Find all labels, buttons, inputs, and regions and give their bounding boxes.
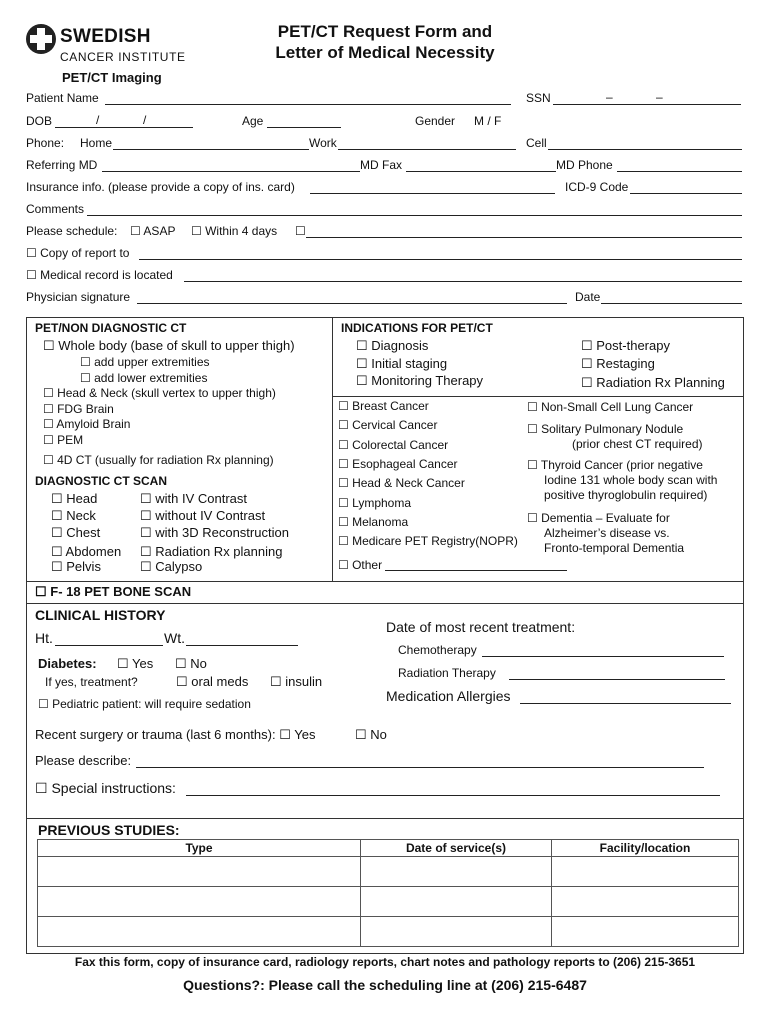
no-iv-contrast-checkbox[interactable]: ☐ without IV Contrast: [140, 508, 266, 523]
column-type: Type: [38, 840, 361, 857]
solitary-nodule-note: (prior chest CT required): [572, 437, 703, 451]
type-cell[interactable]: [38, 887, 361, 917]
pediatric-checkbox[interactable]: ☐ Pediatric patient: will require sedation: [38, 697, 251, 711]
asap-checkbox[interactable]: ☐ ASAP: [130, 224, 176, 238]
icd9-label: ICD-9 Code: [565, 180, 629, 194]
medical-record-field[interactable]: [184, 281, 742, 282]
date-label: Date: [575, 290, 601, 304]
cervical-cancer-checkbox[interactable]: ☐ Cervical Cancer: [338, 418, 438, 432]
describe-field[interactable]: [136, 767, 704, 768]
medical-record-checkbox[interactable]: ☐ Medical record is located: [26, 268, 173, 282]
ct-pelvis-checkbox[interactable]: ☐ Pelvis: [51, 559, 101, 574]
esophageal-cancer-checkbox[interactable]: ☐ Esophageal Cancer: [338, 457, 458, 471]
dementia-note-2: Fronto-temporal Dementia: [544, 541, 685, 555]
solitary-nodule-checkbox[interactable]: ☐ Solitary Pulmonary Nodule: [527, 422, 684, 436]
previous-studies-heading: PREVIOUS STUDIES:: [38, 822, 180, 838]
thyroid-cancer-checkbox[interactable]: ☐ Thyroid Cancer (prior negative: [527, 458, 703, 472]
pem-checkbox[interactable]: ☐ PEM: [43, 433, 84, 447]
pet-bone-scan-checkbox[interactable]: ☐ F- 18 PET BONE SCAN: [35, 584, 192, 599]
amyloid-brain-checkbox[interactable]: ☐ Amyloid Brain: [43, 417, 131, 431]
date-cell[interactable]: [361, 887, 552, 917]
diagnostic-ct-heading: DIAGNOSTIC CT SCAN: [35, 474, 167, 488]
column-facility: Facility/location: [552, 840, 739, 857]
clinical-top-line: [26, 603, 743, 604]
radiation-therapy-label: Radiation Therapy: [398, 666, 496, 680]
recent-surgery-yes-checkbox[interactable]: Recent surgery or trauma (last 6 months): ☐ Yes: [35, 727, 316, 742]
insulin-checkbox[interactable]: ☐ insulin: [270, 674, 323, 689]
calypso-checkbox[interactable]: ☐ Calypso: [140, 559, 203, 574]
column-divider: [332, 317, 333, 581]
monitoring-therapy-checkbox[interactable]: ☐ Monitoring Therapy: [356, 373, 484, 388]
recent-surgery-no-checkbox[interactable]: ☐ No: [355, 727, 387, 742]
radiation-rx-planning-checkbox[interactable]: ☐ Radiation Rx Planning: [581, 375, 725, 390]
diagnosis-checkbox[interactable]: ☐ Diagnosis: [356, 338, 429, 353]
questions-line: Questions?: Please call the scheduling line at (206) 215-6487: [183, 977, 587, 993]
describe-label: Please describe:: [35, 753, 132, 768]
head-neck-cancer-checkbox[interactable]: ☐ Head & Neck Cancer: [338, 476, 465, 490]
date-field[interactable]: [601, 303, 742, 304]
4d-ct-checkbox[interactable]: ☐ 4D CT (usually for radiation Rx planning): [43, 453, 274, 467]
medication-allergies-field[interactable]: [520, 703, 731, 704]
thyroid-note-2: positive thyroglobulin required): [544, 488, 708, 502]
chemotherapy-label: Chemotherapy: [398, 643, 477, 657]
height-label: Ht.: [35, 630, 53, 646]
medicare-pet-registry-checkbox[interactable]: ☐ Medicare PET Registry(NOPR): [338, 534, 518, 548]
ct-abdomen-checkbox[interactable]: ☐ Abdomen: [51, 544, 122, 559]
radiation-therapy-field[interactable]: [509, 679, 725, 680]
dementia-checkbox[interactable]: ☐ Dementia – Evaluate for: [527, 511, 670, 525]
referring-md-label: Referring MD: [26, 158, 98, 172]
age-label: Age: [242, 114, 264, 128]
table-row: [38, 857, 739, 887]
work-phone-label: Work: [309, 136, 337, 150]
lower-extremities-checkbox[interactable]: ☐ add lower extremities: [80, 371, 208, 385]
fax-instructions: Fax this form, copy of insurance card, radiology reports, chart notes and pathology reports to (206) 215-3651: [74, 955, 696, 969]
special-instructions-field[interactable]: [186, 795, 720, 796]
diabetes-label: Diabetes:: [38, 656, 97, 671]
post-therapy-checkbox[interactable]: ☐ Post-therapy: [581, 338, 670, 353]
weight-label: Wt.: [164, 630, 185, 646]
radiation-rx-planning-ct-checkbox[interactable]: ☐ Radiation Rx planning: [140, 544, 283, 559]
previous-top-line: [26, 818, 743, 819]
dob-slash-2: /: [143, 113, 147, 127]
clinical-history-heading: CLINICAL HISTORY: [35, 607, 166, 623]
other-cancer-checkbox[interactable]: ☐ Other: [338, 558, 383, 572]
insurance-label: Insurance info. (please provide a copy of ins. card): [26, 180, 295, 194]
dob-slash-1: /: [96, 113, 100, 127]
diabetes-no-checkbox[interactable]: ☐ No: [175, 656, 207, 671]
special-instructions-checkbox[interactable]: ☐ Special instructions:: [35, 780, 176, 796]
md-fax-field[interactable]: [406, 171, 556, 172]
phone-label: Phone:: [26, 136, 65, 150]
ct-neck-checkbox[interactable]: ☐ Neck: [51, 508, 96, 523]
copy-report-checkbox[interactable]: ☐ Copy of report to: [26, 246, 130, 260]
comments-label: Comments: [26, 202, 85, 216]
initial-staging-checkbox[interactable]: ☐ Initial staging: [356, 356, 448, 371]
ssn-field[interactable]: [553, 104, 741, 105]
column-date-of-service: Date of service(s): [361, 840, 552, 857]
ct-chest-checkbox[interactable]: ☐ Chest: [51, 525, 101, 540]
ssn-dash-2: –: [656, 90, 663, 104]
form-title-line1: PET/CT Request Form and: [277, 22, 493, 41]
breast-cancer-checkbox[interactable]: ☐ Breast Cancer: [338, 399, 429, 413]
logo-name: SWEDISH: [60, 26, 151, 47]
physician-signature-field[interactable]: [137, 303, 567, 304]
physician-signature-label: Physician signature: [26, 290, 131, 304]
date-cell[interactable]: [361, 857, 552, 887]
table-row: [38, 887, 739, 917]
md-fax-label: MD Fax: [360, 158, 402, 172]
indications-heading: INDICATIONS FOR PET/CT: [341, 321, 493, 335]
patient-name-label: Patient Name: [26, 91, 99, 105]
department-label: PET/CT Imaging: [62, 70, 162, 85]
dob-label: DOB: [26, 114, 53, 128]
restaging-checkbox[interactable]: ☐ Restaging: [581, 356, 655, 371]
other-schedule-field[interactable]: [306, 237, 742, 238]
other-cancer-field[interactable]: [385, 570, 567, 571]
nsclc-checkbox[interactable]: ☐ Non-Small Cell Lung Cancer: [527, 400, 694, 414]
cross-logo-icon: [26, 24, 56, 54]
work-phone-field[interactable]: [338, 149, 516, 150]
iv-contrast-checkbox[interactable]: ☐ with IV Contrast: [140, 491, 248, 506]
head-neck-pet-checkbox[interactable]: ☐ Head & Neck (skull vertex to upper thigh): [43, 386, 276, 400]
gender-options[interactable]: M / F: [474, 114, 502, 128]
upper-extremities-checkbox[interactable]: ☐ add upper extremities: [80, 355, 210, 369]
fdg-brain-checkbox[interactable]: ☐ FDG Brain: [43, 402, 114, 416]
3d-reconstruction-checkbox[interactable]: ☐ with 3D Reconstruction: [140, 525, 289, 540]
schedule-label: Please schedule:: [26, 224, 118, 238]
copy-report-field[interactable]: [139, 259, 742, 260]
recent-treatment-label: Date of most recent treatment:: [386, 619, 576, 635]
within-4-days-checkbox[interactable]: ☐ Within 4 days: [191, 224, 278, 238]
melanoma-checkbox[interactable]: ☐ Melanoma: [338, 515, 409, 529]
colorectal-cancer-checkbox[interactable]: ☐ Colorectal Cancer: [338, 438, 449, 452]
facility-cell[interactable]: [552, 857, 739, 887]
thyroid-note-1: Iodine 131 whole body scan with: [544, 473, 718, 487]
whole-body-checkbox[interactable]: ☐ Whole body (base of skull to upper thigh): [43, 338, 295, 353]
age-field[interactable]: [267, 127, 341, 128]
ct-head-checkbox[interactable]: ☐ Head: [51, 491, 98, 506]
date-cell[interactable]: [361, 917, 552, 947]
md-phone-label: MD Phone: [556, 158, 613, 172]
ssn-label: SSN: [526, 91, 551, 105]
table-header-row: [38, 840, 739, 857]
oral-meds-checkbox[interactable]: ☐ oral meds: [176, 674, 249, 689]
home-phone-field[interactable]: [113, 149, 309, 150]
ssn-dash-1: –: [606, 90, 613, 104]
patient-name-field[interactable]: [105, 104, 511, 105]
treatment-label: If yes, treatment?: [45, 675, 138, 689]
home-phone-label: Home: [80, 136, 113, 150]
dob-field[interactable]: [55, 127, 193, 128]
type-cell[interactable]: [38, 857, 361, 887]
comments-field[interactable]: [87, 215, 742, 216]
form-title-line2: Letter of Medical Necessity: [275, 43, 495, 62]
previous-studies-table: [37, 839, 739, 947]
bone-scan-top-line: [26, 581, 743, 582]
swedish-logo: [26, 24, 196, 70]
logo-subtitle: CANCER INSTITUTE: [60, 50, 186, 64]
chemotherapy-field[interactable]: [482, 656, 724, 657]
table-row: [38, 917, 739, 947]
diabetes-yes-checkbox[interactable]: ☐ Yes: [117, 656, 154, 671]
cell-phone-field[interactable]: [548, 149, 742, 150]
icd9-field[interactable]: [630, 193, 742, 194]
medication-allergies-label: Medication Allergies: [386, 688, 511, 704]
type-cell[interactable]: [38, 917, 361, 947]
facility-cell[interactable]: [552, 887, 739, 917]
md-phone-field[interactable]: [617, 171, 742, 172]
insurance-field[interactable]: [310, 193, 555, 194]
gender-label: Gender: [415, 114, 456, 128]
height-field[interactable]: [55, 645, 163, 646]
other-schedule-checkbox[interactable]: ☐: [295, 224, 306, 238]
facility-cell[interactable]: [552, 917, 739, 947]
lymphoma-checkbox[interactable]: ☐ Lymphoma: [338, 496, 412, 510]
cell-phone-label: Cell: [526, 136, 547, 150]
referring-md-field[interactable]: [102, 171, 360, 172]
indications-divider: [332, 396, 743, 397]
pet-non-diagnostic-heading: PET/NON DIAGNOSTIC CT: [35, 321, 187, 335]
dementia-note-1: Alzheimer’s disease vs.: [544, 526, 670, 540]
weight-field[interactable]: [186, 645, 298, 646]
